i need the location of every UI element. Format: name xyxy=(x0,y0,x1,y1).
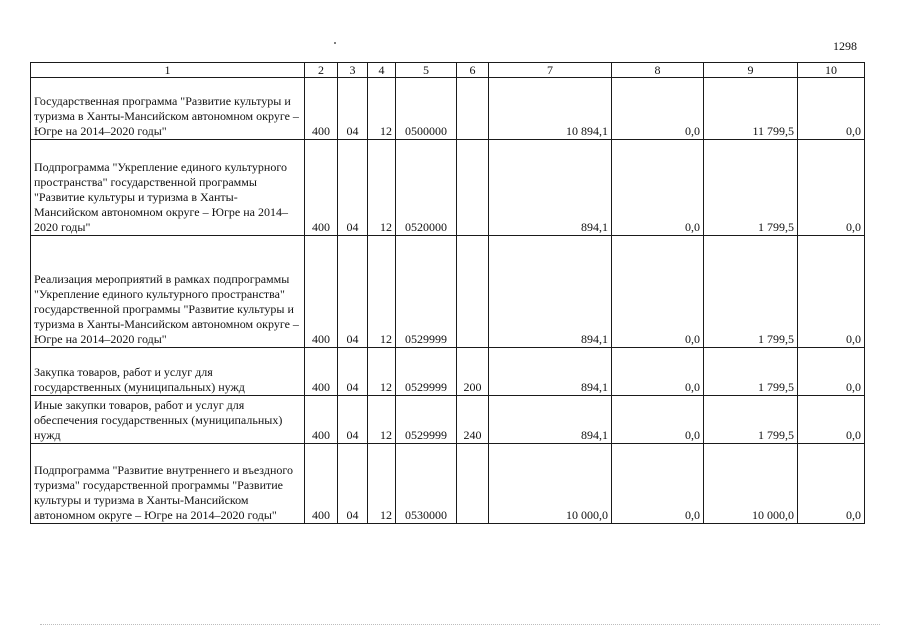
cell-amount: 10 000,0 xyxy=(489,444,612,524)
column-header: 5 xyxy=(396,63,457,78)
cell-amount: 1 799,5 xyxy=(704,140,798,236)
cell-amount: 0,0 xyxy=(612,444,704,524)
page-number: 1298 xyxy=(833,39,857,53)
cell-amount: 0,0 xyxy=(612,78,704,140)
cell-section-code: 04 xyxy=(338,444,368,524)
cell-amount: 0,0 xyxy=(612,396,704,444)
cell-amount: 1 799,5 xyxy=(704,236,798,348)
cell-target-code: 0520000 xyxy=(396,140,457,236)
cell-section-code: 04 xyxy=(338,140,368,236)
cell-subsection-code: 12 xyxy=(368,348,396,396)
cell-amount: 10 894,1 xyxy=(489,78,612,140)
cell-target-code: 0529999 xyxy=(396,396,457,444)
cell-section-code: 04 xyxy=(338,396,368,444)
cell-ministry-code: 400 xyxy=(305,348,338,396)
column-header: 1 xyxy=(31,63,305,78)
cell-amount: 0,0 xyxy=(612,140,704,236)
column-header: 8 xyxy=(612,63,704,78)
cell-amount: 0,0 xyxy=(798,78,865,140)
row-description-text: Реализация мероприятий в рамках подпрограммы "Укрепление единого культурного пространства" государственной программы "Развитие культуры и туризма в Ханты-Мансийском автономном округе – Югре на 2014–2020 годы" xyxy=(34,272,299,346)
cell-amount: 894,1 xyxy=(489,348,612,396)
cell-amount: 0,0 xyxy=(798,444,865,524)
column-header: 2 xyxy=(305,63,338,78)
table-row xyxy=(31,348,865,396)
cell-target-code: 0500000 xyxy=(396,78,457,140)
cell-amount: 0,0 xyxy=(798,236,865,348)
cell-amount: 894,1 xyxy=(489,140,612,236)
scan-artifact-line xyxy=(40,624,880,625)
cell-subsection-code: 12 xyxy=(368,236,396,348)
cell-subsection-code: 12 xyxy=(368,78,396,140)
cell-amount: 0,0 xyxy=(798,348,865,396)
header-row xyxy=(31,63,865,78)
cell-expense-type xyxy=(457,236,489,348)
cell-amount: 0,0 xyxy=(612,236,704,348)
row-description xyxy=(31,396,305,444)
column-header: 6 xyxy=(457,63,489,78)
column-header: 9 xyxy=(704,63,798,78)
cell-amount: 11 799,5 xyxy=(704,78,798,140)
cell-amount: 1 799,5 xyxy=(704,348,798,396)
cell-amount: 0,0 xyxy=(612,348,704,396)
row-description xyxy=(31,444,305,524)
cell-ministry-code: 400 xyxy=(305,444,338,524)
cell-subsection-code: 12 xyxy=(368,444,396,524)
cell-expense-type xyxy=(457,140,489,236)
cell-expense-type xyxy=(457,78,489,140)
cell-amount: 0,0 xyxy=(798,396,865,444)
cell-target-code: 0529999 xyxy=(396,236,457,348)
cell-expense-type xyxy=(457,444,489,524)
cell-ministry-code: 400 xyxy=(305,140,338,236)
table-row xyxy=(31,444,865,524)
cell-amount: 894,1 xyxy=(489,236,612,348)
row-description-text: Закупка товаров, работ и услуг для государственных (муниципальных) нужд xyxy=(34,365,245,394)
cell-amount: 1 799,5 xyxy=(704,396,798,444)
cell-amount: 894,1 xyxy=(489,396,612,444)
cell-expense-type: 200 xyxy=(457,348,489,396)
cell-expense-type: 240 xyxy=(457,396,489,444)
row-description xyxy=(31,348,305,396)
table-row xyxy=(31,236,865,348)
column-header: 7 xyxy=(489,63,612,78)
cell-amount: 0,0 xyxy=(798,140,865,236)
cell-section-code: 04 xyxy=(338,236,368,348)
table-row xyxy=(31,396,865,444)
row-description-text: Подпрограмма "Укрепление единого культурного пространства" государственной программы "Развитие культуры и туризма в Ханты-Мансийском автономном округе – Югре на 2014–2020 годы" xyxy=(34,160,288,234)
row-description xyxy=(31,140,305,236)
cell-section-code: 04 xyxy=(338,348,368,396)
row-description xyxy=(31,78,305,140)
cell-amount: 10 000,0 xyxy=(704,444,798,524)
cell-target-code: 0530000 xyxy=(396,444,457,524)
column-header: 3 xyxy=(338,63,368,78)
cell-section-code: 04 xyxy=(338,78,368,140)
cell-ministry-code: 400 xyxy=(305,236,338,348)
table-row xyxy=(31,140,865,236)
cell-target-code: 0529999 xyxy=(396,348,457,396)
cell-ministry-code: 400 xyxy=(305,396,338,444)
table-row xyxy=(31,78,865,140)
column-header: 4 xyxy=(368,63,396,78)
row-description xyxy=(31,236,305,348)
row-description-text: Иные закупки товаров, работ и услуг для обеспечения государственных (муниципальных) нужд xyxy=(34,398,283,442)
scan-dot xyxy=(334,42,336,44)
budget-table xyxy=(30,62,865,524)
cell-subsection-code: 12 xyxy=(368,396,396,444)
cell-subsection-code: 12 xyxy=(368,140,396,236)
column-header: 10 xyxy=(798,63,865,78)
row-description-text: Государственная программа "Развитие культуры и туризма в Ханты-Мансийском автономном округе – Югре на 2014–2020 годы" xyxy=(34,94,299,138)
cell-ministry-code: 400 xyxy=(305,78,338,140)
row-description-text: Подпрограмма "Развитие внутреннего и въездного туризма" государственной программы "Развитие культуры и туризма в Ханты-Мансийском автономном округе – Югре на 2014–2020 годы" xyxy=(34,463,293,522)
